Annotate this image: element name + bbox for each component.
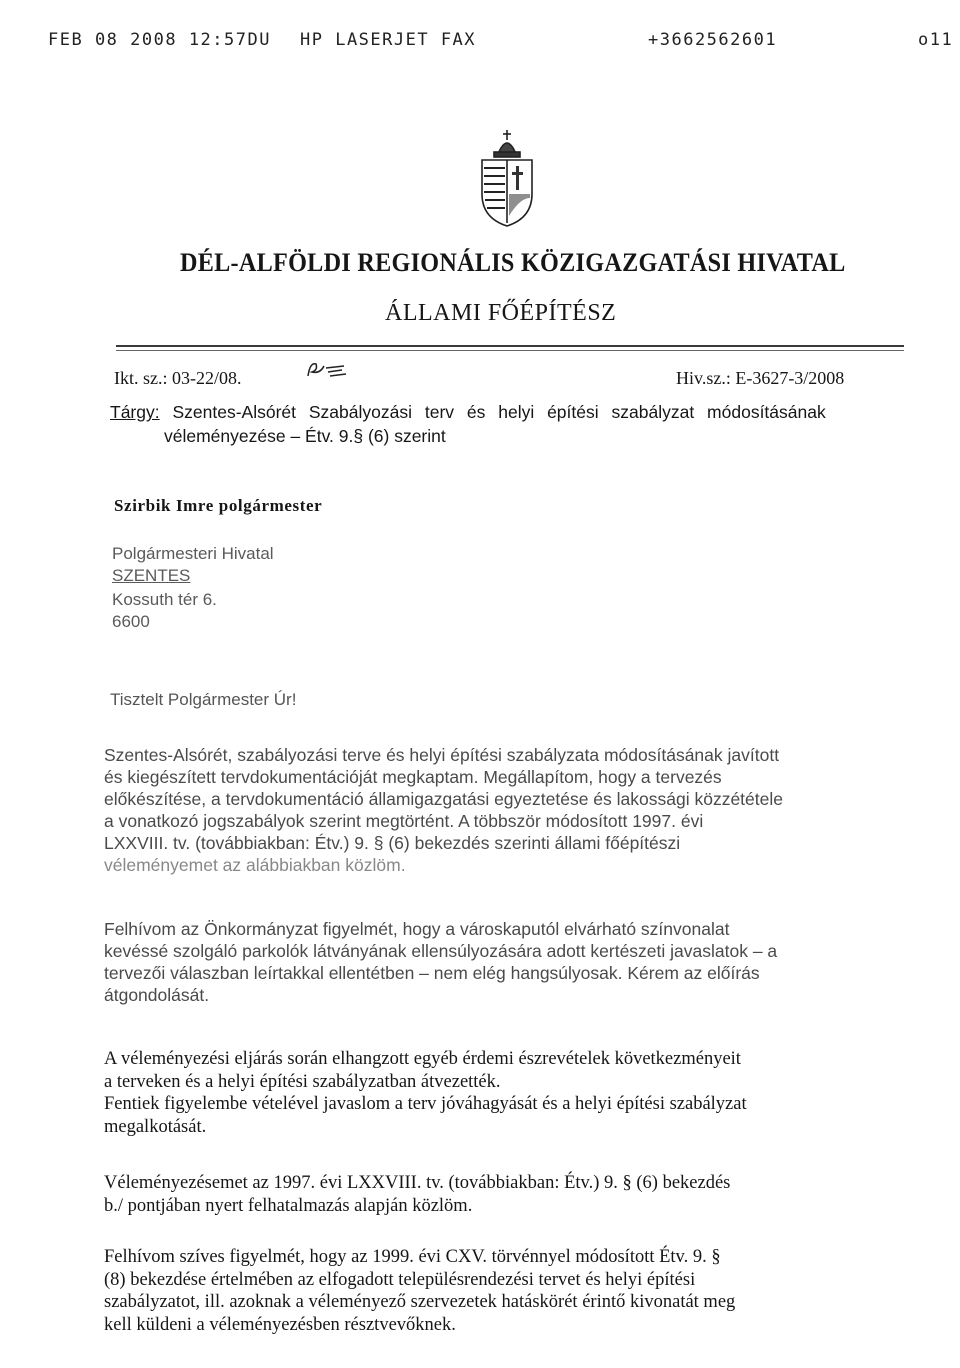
recipient-office: Polgármesteri Hivatal [112, 544, 274, 563]
department-title: ÁLLAMI FŐÉPÍTÉSZ [385, 300, 617, 326]
paragraph-line: kell küldeni a véleményezésben résztvevőknek. [104, 1314, 456, 1335]
paragraph-line: Felhívom szíves figyelmét, hogy az 1999. évi CXV. törvénnyel módosított Étv. 9. § [104, 1247, 721, 1267]
paragraph-line: tervezői válaszban leírtakkal ellentétben – nem elég hangsúlyosak. Kérem az előírás [104, 963, 760, 983]
paragraph-line: a terveken és a helyi építési szabályzatban átvezették. [104, 1071, 501, 1092]
body-paragraph [104, 1048, 904, 1138]
paragraph-line: Felhívom az Önkormányzat figyelmét, hogy a városkaputól elvárható színvonalat [104, 919, 730, 939]
recipient-city: SZENTES [112, 566, 191, 585]
paragraph-line: előkészítése, a tervdokumentáció államigazgatási egyeztetése és lakossági közzététele [104, 789, 783, 809]
paragraph-line: LXXVIII. tv. (továbbiakban: Étv.) 9. § (6) bekezdés szerinti állami főépítészi [104, 833, 681, 853]
paragraph-line: átgondolását. [104, 985, 210, 1005]
paragraph-line: megalkotását. [104, 1116, 207, 1137]
header-rule [116, 345, 904, 347]
paragraph-line: kevéssé szolgáló parkolók látványának ellensúlyozására adott kertészeti javaslatok – a [104, 941, 778, 961]
paragraph-line: Szentes-Alsórét, szabályozási terve és helyi építési szabályzata módosításának javított [104, 745, 780, 765]
fax-page: o11 [918, 30, 954, 50]
registration-number: Ikt. sz.: 03-22/08. [114, 368, 242, 388]
paragraph-line: A véleményezési eljárás során elhangzott egyéb érdemi észrevételek következményeit [104, 1049, 741, 1069]
fax-datetime: FEB 08 2008 12:57DU [48, 30, 271, 50]
fax-device: HP LASERJET FAX [300, 30, 477, 50]
file-number: Hiv.sz.: E-3627-3/2008 [676, 368, 845, 388]
subject-line-2: véleményezése – Étv. 9.§ (6) szerint [164, 426, 446, 446]
office-name: DÉL-ALFÖLDI REGIONÁLIS KÖZIGAZGATÁSI HIVATAL [180, 248, 846, 277]
header-rule-thin [116, 350, 904, 351]
paragraph-line: a vonatkozó jogszabályok szerint megtörtént. A többször módosított 1997. évi [104, 811, 704, 831]
body-paragraph [104, 1246, 904, 1336]
paragraph-line: és kiegészített tervdokumentációját megkaptam. Megállapítom, hogy a tervezés [104, 767, 722, 787]
subject-block [110, 400, 826, 448]
fax-phone: +3662562601 [648, 30, 778, 50]
recipient-street: Kossuth tér 6. [112, 590, 217, 609]
coat-of-arms-icon [474, 128, 540, 228]
body-paragraph [104, 918, 904, 1006]
paragraph-line: szabályzatot, ill. azoknak a véleményező szervezetek hatáskörét érintő kivonatát meg [104, 1292, 736, 1312]
paragraph-line: (8) bekezdése értelmében az elfogadott településrendezési tervet és helyi építési [104, 1269, 696, 1290]
subject-line-1: Szentes-Alsórét Szabályozási terv és helyi építési szabályzat módosításának [172, 402, 826, 422]
subject-label: Tárgy: [110, 402, 160, 422]
paragraph-line: b./ pontjában nyert felhatalmazás alapján közlöm. [104, 1195, 473, 1216]
handwritten-initials-icon [304, 358, 350, 382]
body-paragraph [104, 1172, 904, 1217]
body-paragraph [104, 744, 904, 876]
salutation: Tisztelt Polgármester Úr! [110, 690, 297, 709]
paragraph-line: Véleményezésemet az 1997. évi LXXVIII. tv. (továbbiakban: Étv.) 9. § (6) bekezdés [104, 1173, 731, 1193]
paragraph-line: Fentiek figyelembe vételével javaslom a terv jóváhagyását és a helyi építési szabályzat [104, 1094, 747, 1114]
recipient-name: Szirbik Imre polgármester [114, 496, 323, 515]
recipient-zip: 6600 [112, 612, 150, 631]
paragraph-line: véleményemet az alábbiakban közlöm. [104, 855, 406, 875]
